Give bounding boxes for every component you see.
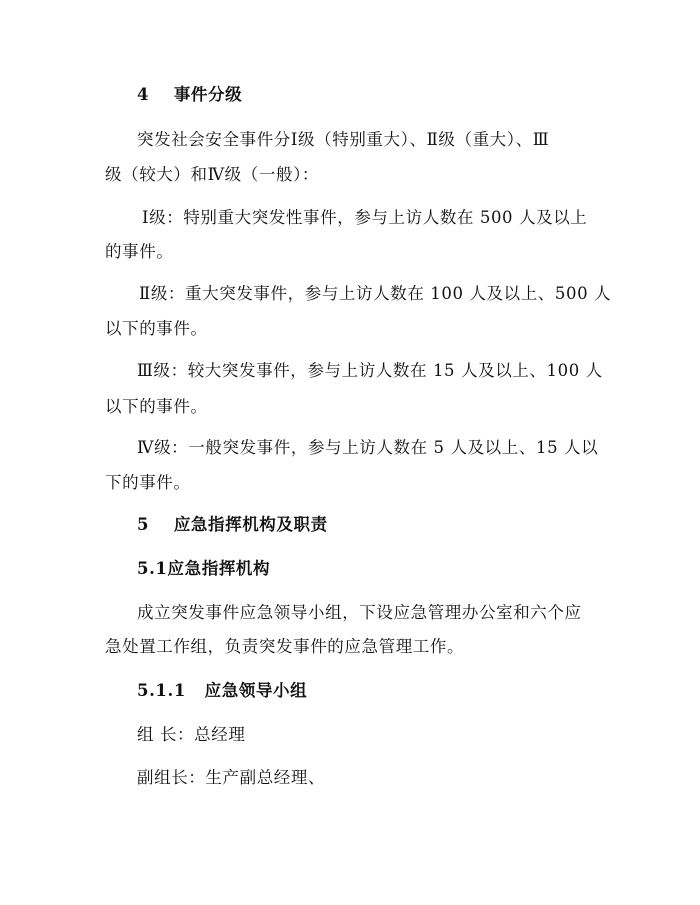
section-4-number: 4 — [137, 85, 150, 104]
level-4-line-2: 下的事件。 — [105, 473, 191, 492]
section-5-1-title: 应急指挥机构 — [167, 559, 271, 578]
level-2-line-2: 以下的事件。 — [105, 319, 208, 338]
section-4-heading — [137, 84, 242, 106]
section-5-1-1-heading — [137, 680, 307, 702]
section-5-1-para-line-2: 急处置工作组，负责突发事件的应急管理工作。 — [105, 637, 465, 656]
level-3-line-1: Ⅲ级：较大突发事件，参与上访人数在 15 人及以上、100 人 — [137, 361, 603, 380]
section-5-1-para-line-1: 成立突发事件应急领导小组，下设应急管理办公室和六个应 — [137, 603, 582, 622]
deputy-leader-line: 副组长：生产副总经理、 — [137, 768, 326, 787]
section-5-title: 应急指挥机构及职责 — [173, 515, 328, 534]
level-1-line-2: 的事件。 — [105, 242, 174, 261]
level-2-line-1: Ⅱ级：重大突发事件，参与上访人数在 100 人及以上、500 人 — [139, 284, 612, 303]
section-5-1-heading — [137, 558, 270, 580]
section-5-1-number: 5.1 — [137, 559, 168, 578]
section-4-intro-line-2: 级（较大）和Ⅳ级（一般）： — [105, 165, 320, 184]
level-4-line-1: Ⅳ级：一般突发事件，参与上访人数在 5 人及以上、15 人以 — [137, 438, 599, 457]
section-4-intro-line-1: 突发社会安全事件分Ⅰ级（特别重大）、Ⅱ级（重大）、Ⅲ — [137, 130, 550, 149]
leader-line: 组 长：总经理 — [137, 725, 246, 744]
section-4-title: 事件分级 — [173, 85, 243, 104]
section-5-1-1-title: 应急领导小组 — [204, 681, 308, 700]
section-5-1-1-number: 5.1.1 — [137, 681, 186, 700]
level-3-line-2: 以下的事件。 — [105, 397, 208, 416]
section-5-number: 5 — [137, 515, 150, 534]
level-1-line-1: Ⅰ级：特别重大突发性事件，参与上访人数在 500 人及以上 — [142, 208, 588, 227]
section-5-heading — [137, 514, 328, 536]
